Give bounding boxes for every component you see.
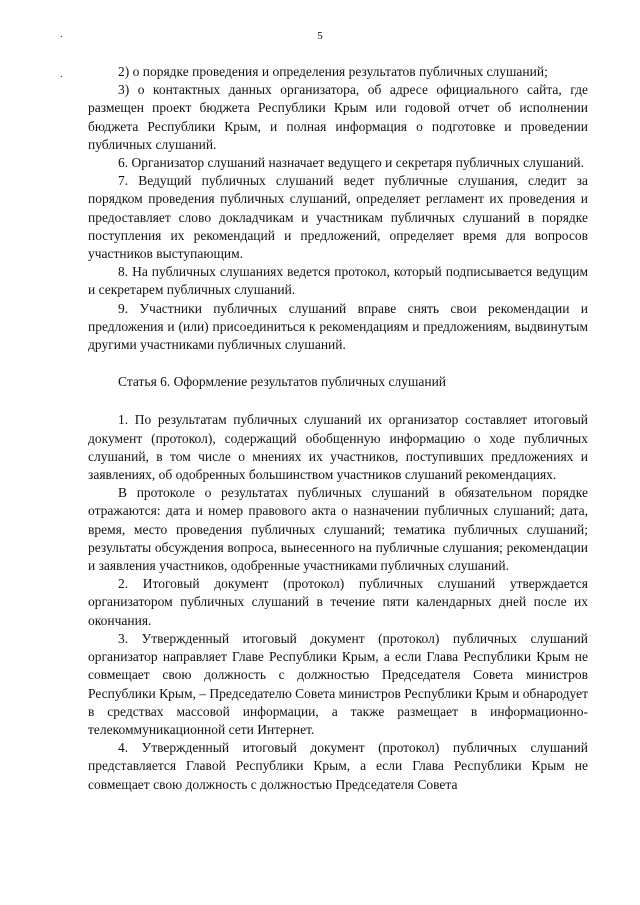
- margin-mark: .: [60, 29, 63, 40]
- paragraph: 1. По результатам публичных слушаний их организатор составляет итоговый документ (протокол), содержащий обобщенную информацию о ходе публичных слушаний, в том числе о мнениях их участников, поступивших предложениях и заявлениях, об одобренных большинством участников слушаний рекомендациях.: [88, 412, 588, 483]
- paragraph: 6. Организатор слушаний назначает ведущего и секретаря публичных слушаний.: [118, 155, 585, 171]
- document-body: [88, 63, 588, 794]
- paragraph: 4. Утвержденный итоговый документ (протокол) публичных слушаний представляется Главой Республики Крым, а если Глава Республики Крым не совмещает свою должность с должностью Председателя Совета: [88, 740, 588, 792]
- paragraph: 9. Участники публичных слушаний вправе снять свои рекомендации и предложения и (или) присоединиться к рекомендациям и предложениям, выдвинутым другими участниками публичных слушаний.: [88, 300, 588, 353]
- paragraph: 3. Утвержденный итоговый документ (протокол) публичных слушаний организатор направляет Главе Республики Крым, а если Глава Республики Крым не совмещает свою должность с должностью Председателя Совета министров Республики Крым, – Председателю Совета министров Республики Крым и обнародует в средствах массовой информации, а также размещает в информационно-телекоммуникационной сети Интернет.: [88, 630, 588, 737]
- page-number: 5: [317, 30, 323, 42]
- paragraph: В протоколе о результатах публичных слушаний в обязательном порядке отражаются: дата и номер правового акта о назначении публичных слушаний; дата, время, место проведения публичных слушаний; тематика публичных слушаний; результаты обсуждения вопроса, вынесенного на публичные слушания; рекомендации и заявления участников, одобренные участниками публичных слушаний.: [88, 485, 588, 574]
- margin-mark: .: [60, 69, 63, 80]
- paragraph: 8. На публичных слушаниях ведется протокол, который подписывается ведущим и секретарем публичных слушаний.: [88, 264, 588, 298]
- paragraph: 2. Итоговый документ (протокол) публичных слушаний утверждается организатором публичных слушаний в течение пяти календарных дней после их окончания.: [88, 576, 588, 628]
- paragraph: 3) о контактных данных организатора, об адресе официального сайта, где размещен проект бюджета Республики Крым или годовой отчет об исполнении бюджета Республики Крым, и полная информация о подготовке и проведении публичных слушаний.: [88, 82, 588, 152]
- paragraph: 7. Ведущий публичных слушаний ведет публичные слушания, следит за порядком проведения публичных слушаний, определяет регламент их проведения и предоставляет слово докладчикам и участникам публичных слушаний в порядке поступления их рекомендаций и предложений, определяет время для вопросов участников выступающим.: [88, 173, 588, 262]
- article-heading: Статья 6. Оформление результатов публичных слушаний: [118, 374, 447, 390]
- paragraph: 2) о порядке проведения и определения результатов публичных слушаний;: [118, 64, 548, 79]
